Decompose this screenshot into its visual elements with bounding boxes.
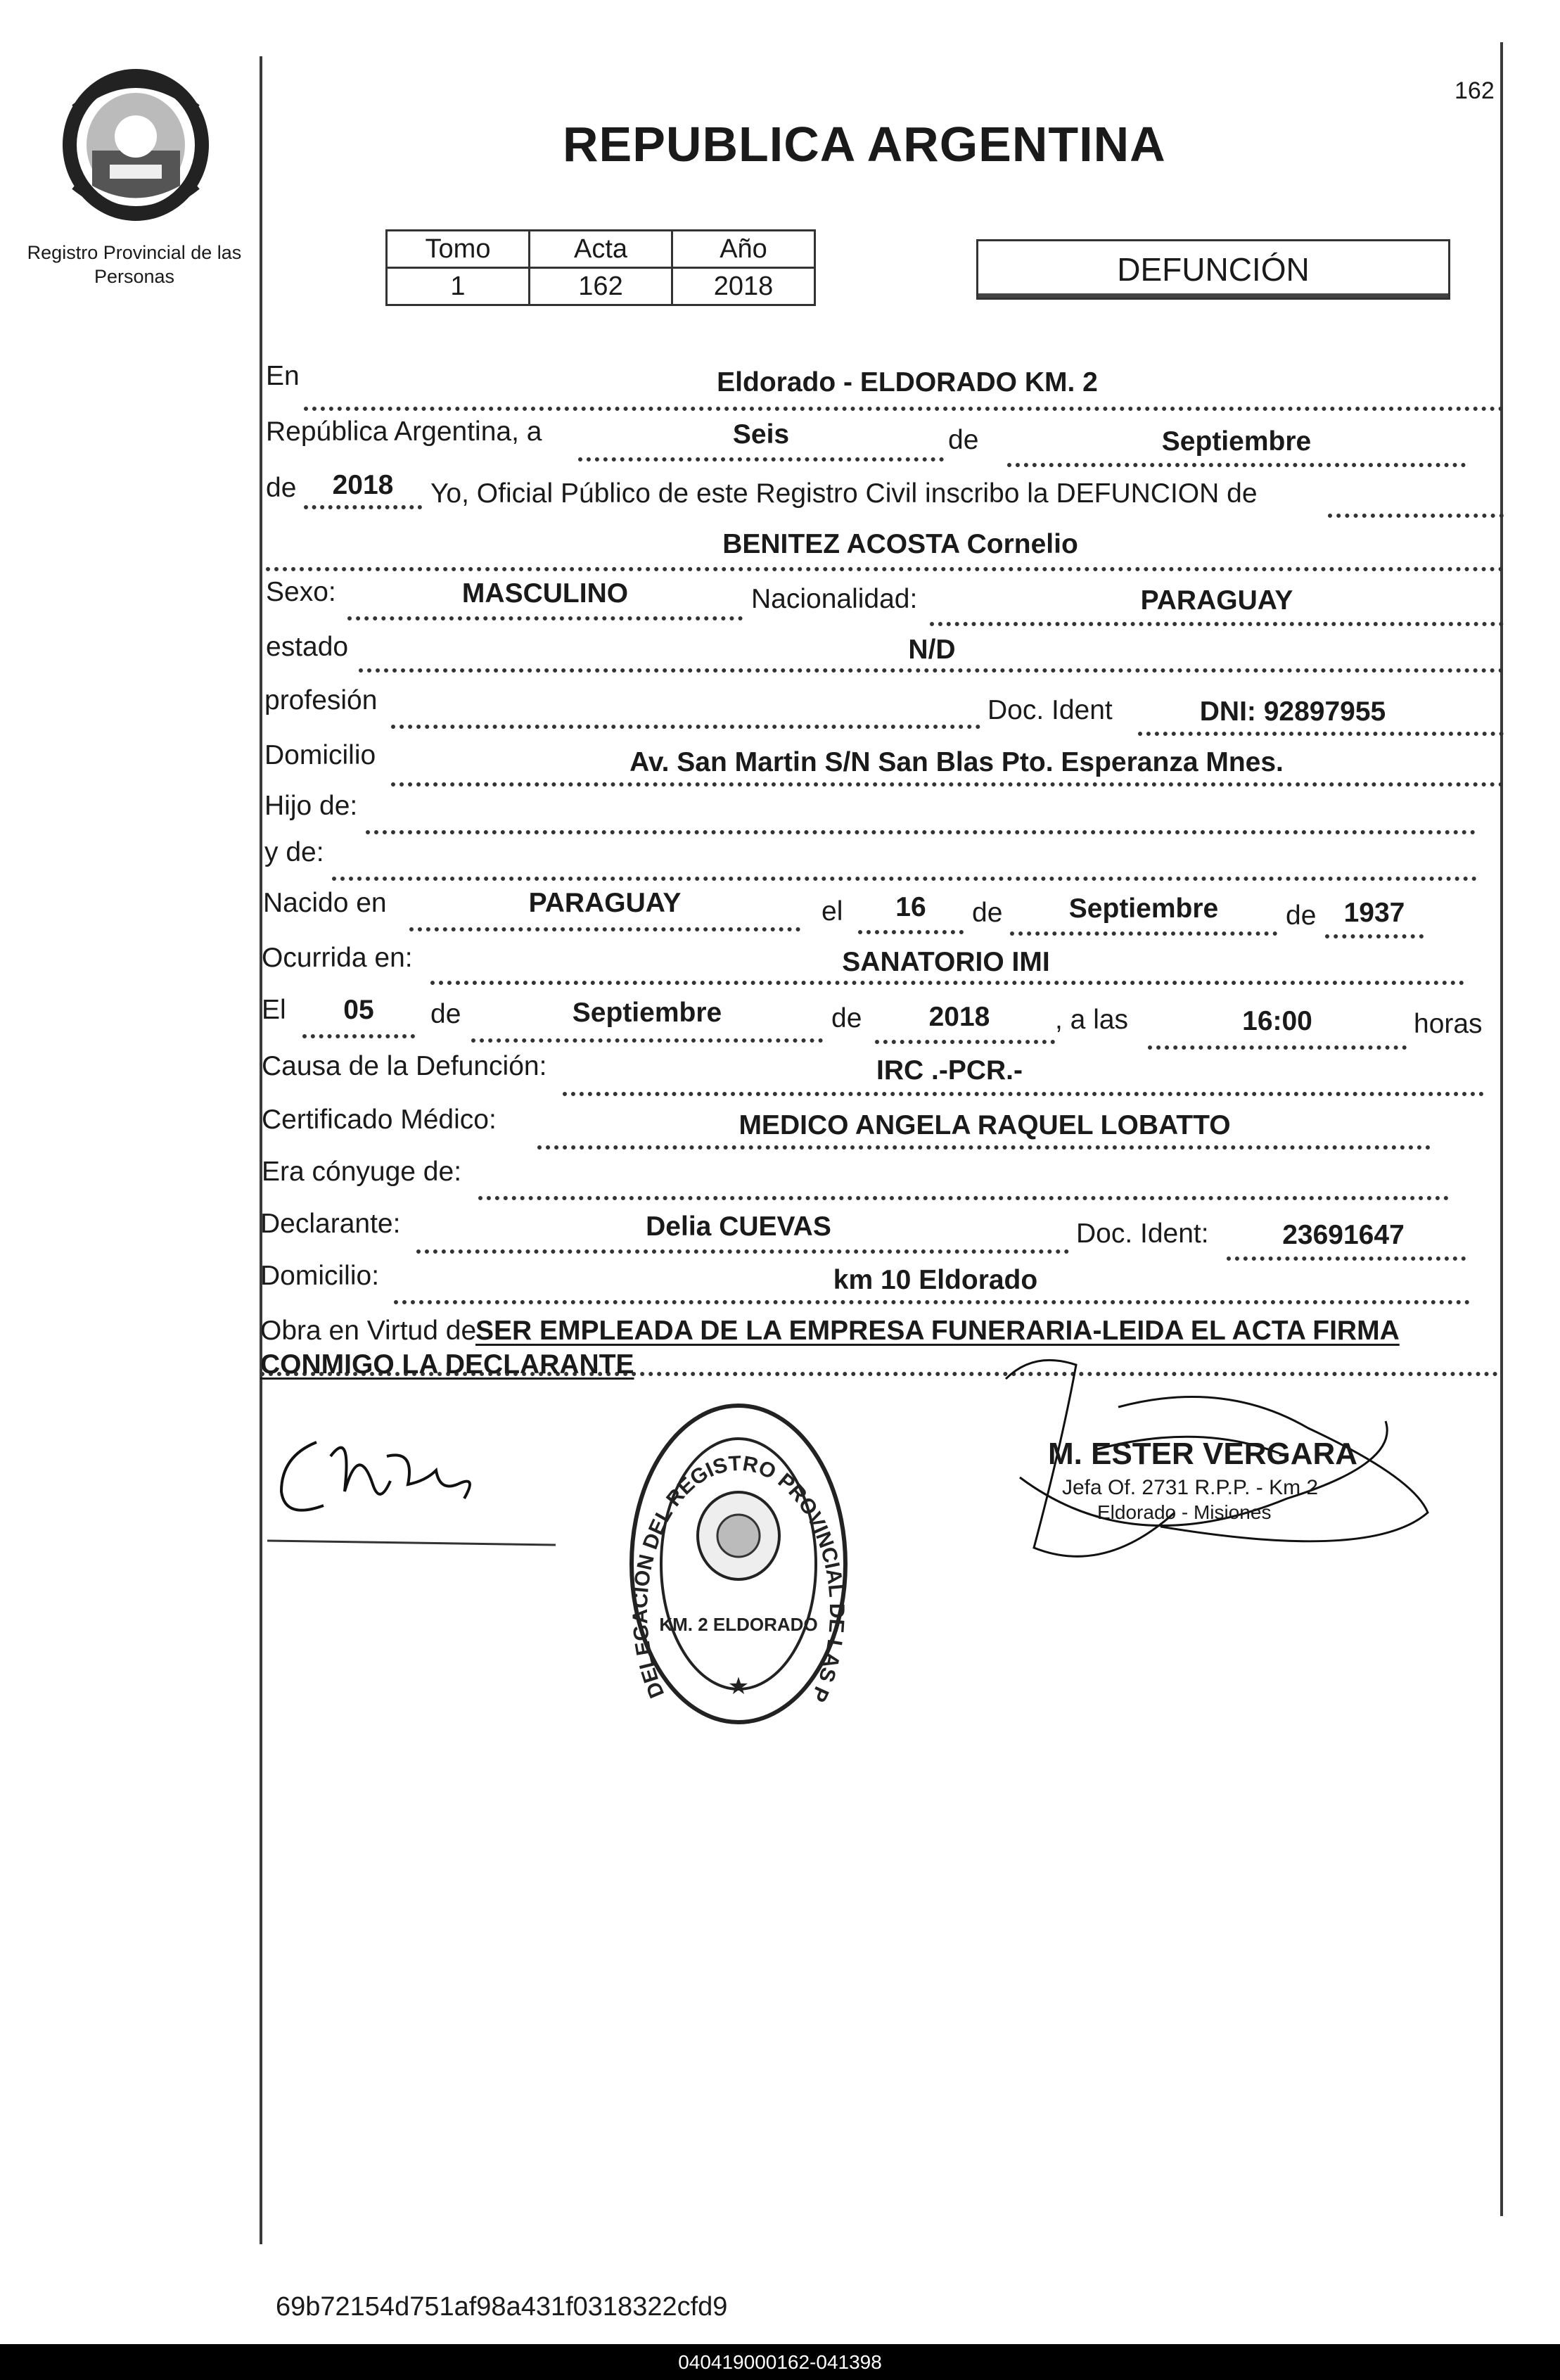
fecha-year: 2018 — [332, 470, 394, 500]
de-label: de — [972, 898, 1003, 928]
deceased-name: BENITEZ ACOSTA Cornelio — [722, 529, 1078, 559]
footer-code: 040419000162-041398 — [678, 2351, 882, 2373]
nacionalidad-label: Nacionalidad: — [751, 584, 918, 614]
declarante-doc-label: Doc. Ident: — [1076, 1218, 1209, 1249]
certificado-value: MEDICO ANGELA RAQUEL LOBATTO — [739, 1110, 1231, 1140]
certificado-label: Certificado Médico: — [262, 1105, 497, 1135]
fecha-day: Seis — [732, 419, 790, 450]
document-hash: 69b72154d751af98a431f0318322cfd9 — [276, 2292, 728, 2322]
registry-name: Registro Provincial de las Personas — [27, 242, 242, 287]
official-block — [992, 1337, 1470, 1618]
en-label: En — [266, 361, 300, 391]
ocurrida-value: SANATORIO IMI — [842, 947, 1050, 977]
dotted-line — [471, 1038, 823, 1043]
misiones-province-seal — [60, 66, 211, 224]
inscribo-text: Yo, Oficial Público de este Registro Civil inscribo la DEFUNCION de — [430, 478, 1258, 509]
dotted-line — [537, 1145, 1431, 1150]
domicilio-declarante-label: Domicilio: — [260, 1261, 380, 1291]
obra-line1: SER EMPLEADA DE LA EMPRESA FUNERARIA-LEIDA EL ACTA FIRMA — [475, 1316, 1400, 1346]
official-place: Eldorado - Misiones — [1097, 1501, 1272, 1523]
official-stamp — [626, 1399, 851, 1729]
declarante-label: Declarante: — [260, 1209, 401, 1239]
causa-label: Causa de la Defunción: — [262, 1051, 547, 1081]
dotted-line — [304, 407, 1504, 411]
doc-ident-label: Doc. Ident — [987, 695, 1113, 725]
stamp-inner-text: KM. 2 ELDORADO — [659, 1614, 818, 1635]
defuncion-year: 2018 — [928, 1002, 990, 1032]
dotted-line — [478, 1196, 1449, 1200]
declarant-signature — [267, 1414, 563, 1555]
dotted-line — [875, 1040, 1055, 1044]
dotted-line — [391, 782, 1504, 787]
dotted-line — [1325, 934, 1424, 938]
record-value: 162 — [530, 268, 672, 305]
dotted-line — [391, 725, 980, 729]
left-margin-line — [260, 56, 262, 2244]
domicilio-declarante-value: km 10 Eldorado — [833, 1265, 1038, 1295]
page-title: REPUBLICA ARGENTINA — [563, 117, 1166, 172]
record-table — [385, 229, 816, 306]
declarante-doc-value: 23691647 — [1282, 1220, 1405, 1250]
sexo-label: Sexo: — [266, 577, 336, 607]
nacido-place: PARAGUAY — [528, 888, 682, 918]
estado-label: estado — [266, 632, 349, 662]
dotted-line — [1007, 463, 1466, 467]
declarante-value: Delia CUEVAS — [646, 1211, 831, 1242]
profesion-label: profesión — [264, 685, 378, 715]
dotted-line — [394, 1300, 1470, 1304]
defuncion-time: 16:00 — [1242, 1006, 1312, 1036]
dotted-line — [1138, 732, 1504, 736]
record-header: Acta — [530, 231, 672, 268]
sexo-value: MASCULINO — [461, 578, 629, 609]
conyuge-label: Era cónyuge de: — [262, 1157, 462, 1187]
y-de-label: y de: — [264, 837, 324, 867]
stamp-oval-icon — [626, 1399, 851, 1729]
official-name: M. ESTER VERGARA — [1048, 1437, 1358, 1471]
signature-scribble-icon — [267, 1414, 563, 1555]
de-label: de — [1286, 901, 1317, 931]
doc-ident-value: DNI: 92897955 — [1199, 696, 1386, 727]
dotted-line — [416, 1249, 1069, 1254]
de-label: de — [430, 999, 461, 1029]
official-role: Jefa Of. 2731 R.P.P. - Km 2 — [1062, 1476, 1319, 1499]
dotted-line — [1010, 931, 1277, 936]
hijo-de-label: Hijo de: — [264, 791, 358, 821]
ocurrida-label: Ocurrida en: — [262, 943, 413, 973]
obra-label: Obra en Virtud de — [260, 1316, 477, 1346]
obra-line2: CONMIGO LA DECLARANTE — [260, 1349, 634, 1380]
star-icon: ★ — [727, 1673, 750, 1700]
defuncion-day: 05 — [343, 995, 374, 1025]
de-label: de — [948, 425, 979, 455]
dotted-line — [563, 1092, 1484, 1096]
dotted-line — [930, 622, 1504, 626]
fecha-label: República Argentina, a — [266, 416, 542, 447]
nacido-label: Nacido en — [263, 888, 387, 918]
de-label: de — [831, 1003, 862, 1033]
dotted-line — [266, 567, 1504, 571]
defuncion-month: Septiembre — [572, 998, 722, 1028]
nacido-year: 1937 — [1343, 898, 1405, 928]
domicilio-label: Domicilio — [264, 740, 376, 770]
domicilio-value: Av. San Martin S/N San Blas Pto. Esperanza Mnes. — [629, 747, 1284, 777]
dotted-line — [858, 930, 964, 934]
causa-value: IRC .-PCR.- — [876, 1055, 1023, 1086]
de-label: de — [266, 473, 297, 503]
en-value: Eldorado - ELDORADO KM. 2 — [717, 367, 1098, 397]
el-label: el — [821, 896, 843, 927]
dotted-line — [332, 877, 1477, 881]
record-header: Año — [672, 231, 815, 268]
dotted-line — [409, 927, 800, 931]
dotted-line — [366, 830, 1476, 834]
record-header: Tomo — [387, 231, 530, 268]
dotted-line — [304, 505, 422, 509]
dotted-line — [578, 457, 944, 462]
page-number: 162 — [1454, 77, 1495, 104]
dotted-line — [1148, 1045, 1407, 1050]
estado-value: N/D — [908, 635, 956, 665]
nacionalidad-value: PARAGUAY — [1140, 585, 1293, 616]
dotted-line — [1328, 514, 1504, 518]
horas-label: horas — [1414, 1009, 1483, 1039]
dotted-line — [302, 1034, 415, 1038]
record-value: 1 — [387, 268, 530, 305]
a-las-label: , a las — [1055, 1005, 1129, 1035]
nacido-day: 16 — [895, 892, 926, 922]
dotted-line — [347, 616, 743, 621]
el-label: El — [262, 995, 286, 1025]
right-margin-line — [1500, 42, 1503, 2216]
dotted-line — [1227, 1256, 1466, 1261]
record-type-box: DEFUNCIÓN — [976, 239, 1450, 300]
record-value: 2018 — [672, 268, 815, 305]
dotted-line — [359, 668, 1504, 673]
province-seal-icon — [60, 66, 211, 224]
dotted-line — [430, 981, 1464, 985]
nacido-month: Septiembre — [1068, 893, 1219, 924]
fecha-month: Septiembre — [1161, 426, 1312, 457]
stamp-outer-text: DELEGACION DEL REGISTRO PROVINCIAL DE LAS P — [628, 1451, 849, 1706]
